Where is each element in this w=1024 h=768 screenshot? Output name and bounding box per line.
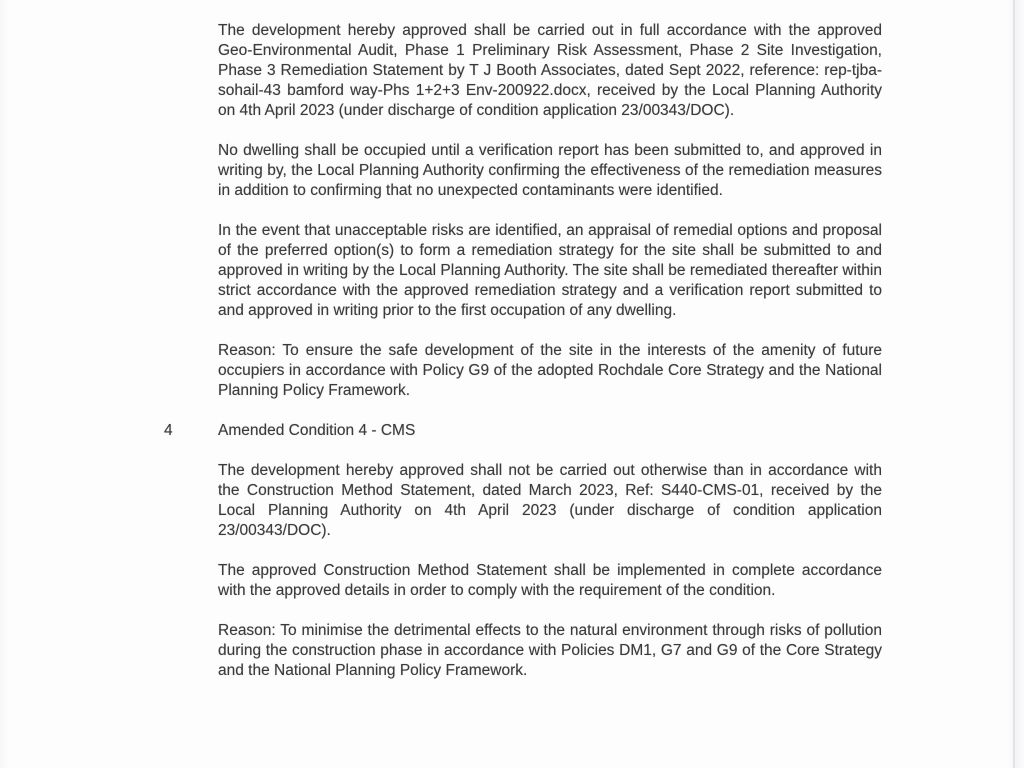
condition-4-heading: Amended Condition 4 - CMS bbox=[218, 422, 416, 439]
condition-4-heading-row bbox=[164, 421, 882, 441]
condition-3-remediation-paragraph: In the event that unacceptable risks are identified, an appraisal of remedial options and proposal of the preferred option(s) to form a remediation strategy for the site shall be submitted to and approved in writing by the Local Planning Authority. The site shall be remediated thereafter within strict accordance with the approved remediation strategy and a verification report submitted to and approved in writing prior to the first occupation of any dwelling. bbox=[218, 222, 882, 319]
condition-number: 4 bbox=[164, 422, 173, 439]
condition-3-verification-paragraph: No dwelling shall be occupied until a verification report has been submitted to, and approved in writing by, the Local Planning Authority confirming the effectiveness of the remediation measures in addition to confirming that no unexpected contaminants were identified. bbox=[218, 142, 882, 199]
planning-conditions-text bbox=[164, 21, 882, 681]
condition-4-cms-paragraph: The development hereby approved shall not be carried out otherwise than in accordance with the Construction Method Statement, dated March 2023, Ref: S440-CMS-01, received by the Local Planning Authority on 4th April 2023 (under discharge of condition application 23/00343/DOC). bbox=[218, 462, 882, 539]
condition-3-compliance-paragraph: The development hereby approved shall be carried out in full accordance with the approved Geo-Environmental Audit, Phase 1 Preliminary Risk Assessment, Phase 2 Site Investigation, Phase 3 Remediation Statement by T J Booth Associates, dated Sept 2022, reference: rep-tjba-sohail-43 bamford way-Phs 1+2+3 Env-200922.docx, received by the Local Planning Authority on 4th April 2023 (under discharge of condition application 23/00343/DOC). bbox=[218, 22, 882, 119]
condition-4-implementation-paragraph: The approved Construction Method Statement shall be implemented in complete accordance with the approved details in order to comply with the requirement of the condition. bbox=[218, 562, 882, 599]
condition-4-reason-paragraph: Reason: To minimise the detrimental effects to the natural environment through risks of pollution during the construction phase in accordance with Policies DM1, G7 and G9 of the Core Strategy and the National Planning Policy Framework. bbox=[218, 622, 882, 679]
condition-3-reason-paragraph: Reason: To ensure the safe development of the site in the interests of the amenity of future occupiers in accordance with Policy G9 of the adopted Rochdale Core Strategy and the National Planning Policy Framework. bbox=[218, 342, 882, 399]
page-edge-line bbox=[1013, 0, 1015, 768]
